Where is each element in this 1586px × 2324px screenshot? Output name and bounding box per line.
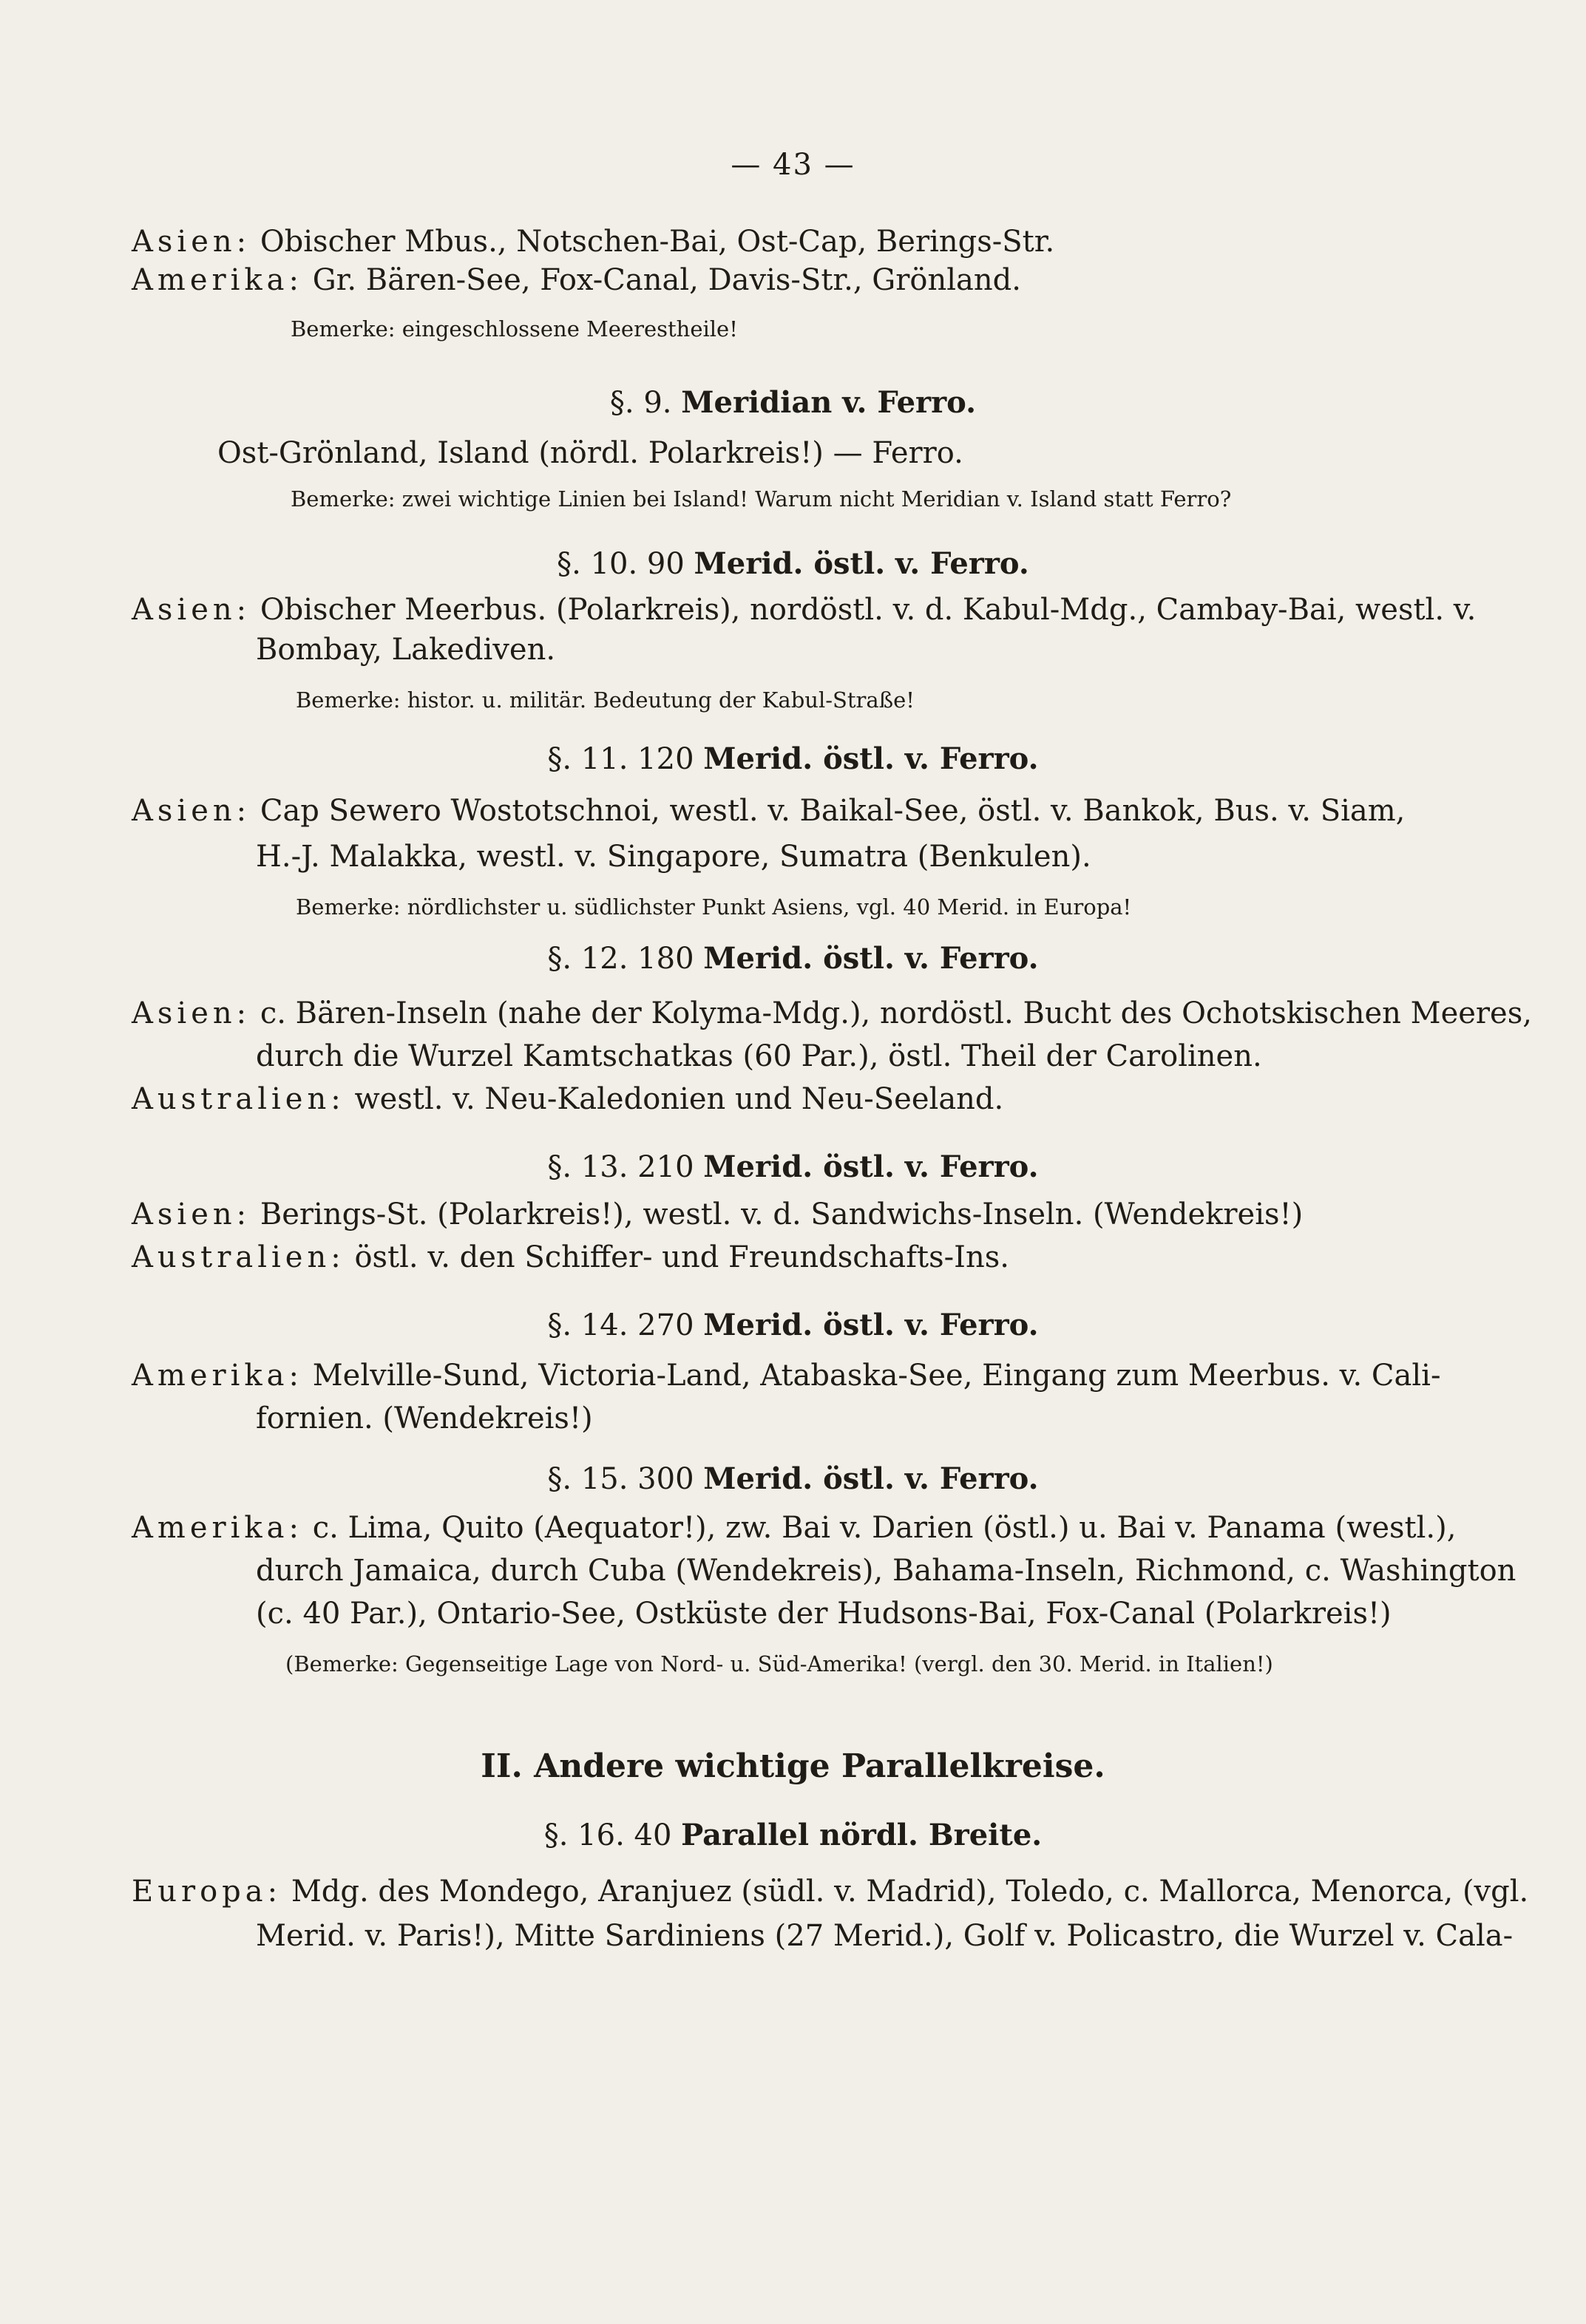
- section-heading: [0, 940, 1586, 977]
- section-number: §. 13. 210: [547, 1150, 694, 1184]
- section-title: Merid. östl. v. Ferro.: [703, 741, 1039, 776]
- section-number: §. 12. 180: [547, 942, 694, 976]
- text-line: Bombay, Lakediven.: [256, 633, 556, 667]
- section-number: §. 14. 270: [547, 1308, 694, 1342]
- text-line: [132, 1509, 1457, 1546]
- section-number: §. 16. 40: [543, 1818, 672, 1852]
- region-label: Amerika:: [132, 263, 303, 297]
- line-text: Obischer Mbus., Notschen-Bai, Ost-Cap, Berings-Str.: [260, 225, 1055, 259]
- region-label: Asien:: [132, 996, 251, 1030]
- section-title: Meridian v. Ferro.: [681, 385, 977, 420]
- section-title: Merid. östl. v. Ferro.: [703, 1149, 1039, 1184]
- section-heading: [0, 1817, 1586, 1854]
- region-label: Asien:: [132, 794, 251, 828]
- section-heading: [0, 1461, 1586, 1498]
- text-line: H.-J. Malakka, westl. v. Singapore, Sumatra (Benkulen).: [256, 840, 1091, 874]
- section-title: Merid. östl. v. Ferro.: [703, 1308, 1039, 1342]
- text-line: [132, 1873, 1529, 1910]
- text-line: [132, 1357, 1441, 1394]
- section-title: Parallel nördl. Breite.: [681, 1818, 1043, 1852]
- page-number: — 43 —: [731, 148, 855, 182]
- text-line: [132, 223, 1389, 260]
- text-line: [132, 591, 1477, 628]
- section-heading: [0, 546, 1586, 582]
- text-line: fornien. (Wendekreis!): [256, 1401, 593, 1435]
- section-number: §. 9.: [609, 386, 672, 420]
- section-number: §. 10. 90: [557, 547, 685, 581]
- region-label: Amerika:: [132, 1511, 303, 1545]
- text-line: [132, 1081, 1389, 1118]
- remark-line: Bemerke: zwei wichtige Linien bei Island! Warum nicht Meridian v. Island statt Ferro?: [291, 486, 1232, 512]
- text-line: (c. 40 Par.), Ontario-See, Ostküste der Hudsons-Bai, Fox-Canal (Polarkreis!): [256, 1597, 1392, 1631]
- region-label: Amerika:: [132, 1359, 303, 1393]
- section-number: §. 15. 300: [547, 1462, 694, 1496]
- region-label: Europa:: [132, 1875, 282, 1909]
- remark-line: Bemerke: eingeschlossene Meerestheile!: [291, 316, 738, 342]
- line-text: östl. v. den Schiffer- und Freundschafts-Ins.: [354, 1240, 1009, 1274]
- section-number: §. 11. 120: [547, 742, 694, 776]
- section-heading: [0, 741, 1586, 778]
- text-line: [132, 1239, 1389, 1276]
- remark-line: Bemerke: histor. u. militär. Bedeutung der Kabul-Straße!: [296, 687, 915, 713]
- text-line: [132, 1196, 1389, 1233]
- text-line: durch die Wurzel Kamtschatkas (60 Par.), östl. Theil der Carolinen.: [256, 1039, 1262, 1073]
- line-text: Obischer Meerbus. (Polarkreis), nordöstl. v. d. Kabul-Mdg., Cambay-Bai, westl. v.: [260, 593, 1477, 627]
- region-label: Asien:: [132, 1197, 251, 1231]
- region-label: Australien:: [132, 1240, 345, 1274]
- section-title: Merid. östl. v. Ferro.: [703, 941, 1039, 976]
- line-text: Berings-St. (Polarkreis!), westl. v. d. Sandwichs-Inseln. (Wendekreis!): [260, 1197, 1304, 1231]
- remark-line: Bemerke: nördlichster u. südlichster Punkt Asiens, vgl. 40 Merid. in Europa!: [296, 894, 1132, 920]
- section-heading: [0, 1149, 1586, 1186]
- line-text: c. Lima, Quito (Aequator!), zw. Bai v. Darien (östl.) u. Bai v. Panama (westl.),: [312, 1511, 1457, 1545]
- section-heading: [0, 384, 1586, 421]
- line-text: Mdg. des Mondego, Aranjuez (südl. v. Madrid), Toledo, c. Mallorca, Menorca, (vgl.: [291, 1875, 1529, 1909]
- remark-line: (Bemerke: Gegenseitige Lage von Nord- u. Süd-Amerika! (vergl. den 30. Merid. in Italien!): [285, 1651, 1273, 1676]
- text-line: Merid. v. Paris!), Mitte Sardiniens (27 Merid.), Golf v. Policastro, die Wurzel v. Cala-: [256, 1919, 1514, 1953]
- line-text: Cap Sewero Wostotschnoi, westl. v. Baikal-See, östl. v. Bankok, Bus. v. Siam,: [260, 794, 1406, 828]
- line-text: c. Bären-Inseln (nahe der Kolyma-Mdg.), nordöstl. Bucht des Ochotskischen Meeres,: [260, 996, 1532, 1030]
- text-line: [132, 262, 1389, 299]
- region-label: Asien:: [132, 225, 251, 259]
- line-text: westl. v. Neu-Kaledonien und Neu-Seeland.: [354, 1082, 1004, 1116]
- text-line: [132, 792, 1406, 829]
- text-line: [132, 995, 1532, 1032]
- region-label: Australien:: [132, 1082, 345, 1116]
- line-text: Gr. Bären-See, Fox-Canal, Davis-Str., Grönland.: [312, 263, 1021, 297]
- text-line: durch Jamaica, durch Cuba (Wendekreis), Bahama-Inseln, Richmond, c. Washington: [256, 1554, 1516, 1588]
- line-text: Melville-Sund, Victoria-Land, Atabaska-See, Eingang zum Meerbus. v. Cali-: [312, 1359, 1441, 1393]
- text-line: Ost-Grönland, Island (nördl. Polarkreis!) — Ferro.: [217, 436, 963, 470]
- chapter-heading: II. Andere wichtige Parallelkreise.: [481, 1747, 1105, 1785]
- section-title: Merid. östl. v. Ferro.: [694, 546, 1029, 581]
- region-label: Asien:: [132, 593, 251, 627]
- section-heading: [0, 1307, 1586, 1344]
- section-title: Merid. östl. v. Ferro.: [703, 1461, 1039, 1496]
